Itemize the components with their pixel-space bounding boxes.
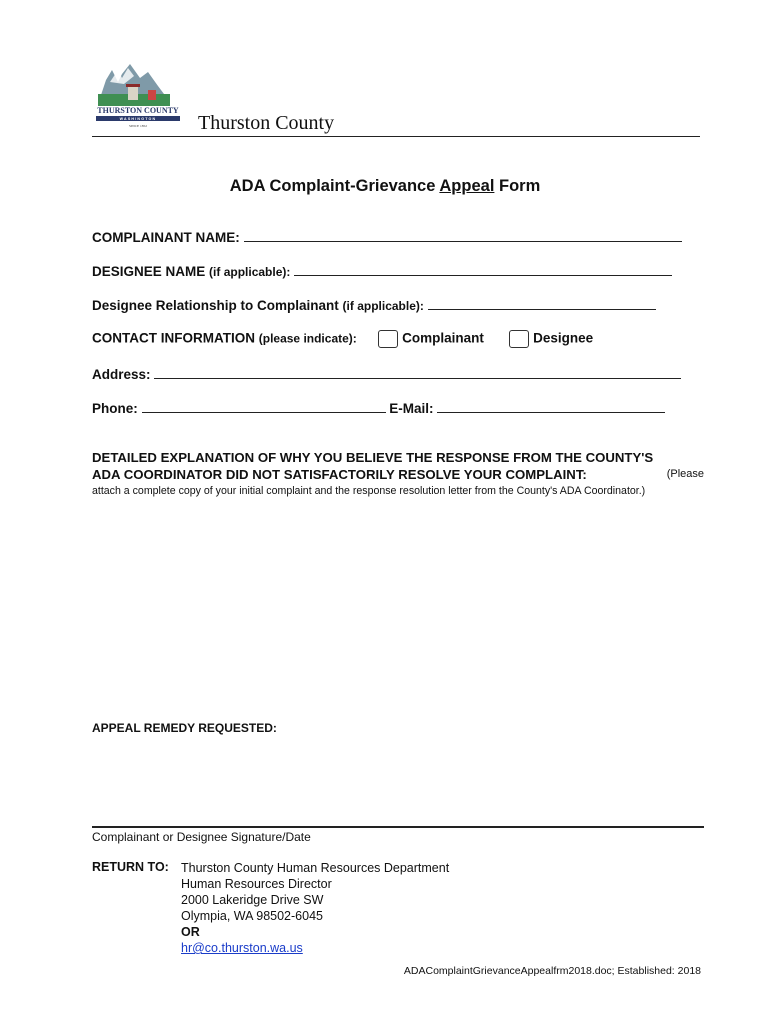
designee-option-label: Designee <box>533 330 594 346</box>
complainant-name-label: COMPLAINANT NAME: <box>92 230 240 245</box>
designee-name-note: (if applicable): <box>209 265 291 279</box>
explanation-note-start: (Please <box>666 468 704 480</box>
complainant-name-row <box>92 228 682 245</box>
explanation-note: attach a complete copy of your initial complaint and the response resolution letter from the County's ADA Coordinator.) <box>92 485 646 497</box>
address-field[interactable] <box>154 365 681 379</box>
return-line-1: Thurston County Human Resources Department <box>181 861 450 875</box>
logo-since: SINCE 1852 <box>129 124 147 128</box>
return-line-3: 2000 Lakeridge Drive SW <box>181 893 324 907</box>
header-divider <box>92 136 700 137</box>
form-title <box>0 177 770 196</box>
return-or: OR <box>181 925 200 939</box>
return-address <box>181 860 449 956</box>
explanation-heading <box>92 449 704 483</box>
signature-line[interactable] <box>92 826 704 828</box>
explanation-heading-line1: DETAILED EXPLANATION OF WHY YOU BELIEVE THE RESPONSE FROM THE COUNTY'S <box>92 450 654 465</box>
address-label: Address: <box>92 367 151 382</box>
phone-label: Phone: <box>92 401 138 416</box>
phone-field[interactable] <box>142 399 386 413</box>
designee-name-field[interactable] <box>294 262 672 276</box>
address-row <box>92 365 681 382</box>
email-field[interactable] <box>437 399 665 413</box>
logo-state: WASHINGTON <box>119 117 157 121</box>
return-line-4: Olympia, WA 98502-6045 <box>181 909 323 923</box>
complainant-option-label: Complainant <box>402 330 484 346</box>
return-to-label: RETURN TO: <box>92 860 169 874</box>
hr-email-link[interactable]: hr@co.thurston.wa.us <box>181 941 303 955</box>
complainant-checkbox[interactable] <box>378 330 398 348</box>
form-title-underlined: Appeal <box>439 177 495 195</box>
form-title-prefix: ADA Complaint-Grievance <box>229 177 440 195</box>
phone-email-row <box>92 399 665 416</box>
contact-information-note: (please indicate): <box>258 331 357 346</box>
designee-relationship-row <box>92 296 656 313</box>
signature-label: Complainant or Designee Signature/Date <box>92 830 311 844</box>
county-title: Thurston County <box>198 112 335 134</box>
footer-document-info: ADAComplaintGrievanceAppealfrm2018.doc; Established: 2018 <box>403 965 701 977</box>
explanation-heading-line2: ADA COORDINATOR DID NOT SATISFACTORILY RESOLVE YOUR COMPLAINT: <box>92 467 587 482</box>
explanation-heading-line2-row <box>92 466 704 483</box>
logo-name: THURSTON COUNTY <box>97 106 179 115</box>
remedy-area[interactable] <box>92 740 704 820</box>
contact-information-label: CONTACT INFORMATION <box>92 330 255 346</box>
explanation-area[interactable] <box>92 505 704 710</box>
contact-information-row <box>92 330 593 348</box>
complainant-name-field[interactable] <box>244 228 682 242</box>
designee-relationship-field[interactable] <box>428 296 656 310</box>
county-logo <box>92 60 188 132</box>
designee-checkbox[interactable] <box>509 330 529 348</box>
designee-name-label: DESIGNEE NAME <box>92 264 206 279</box>
designee-name-row <box>92 262 672 279</box>
designee-relationship-note: (if applicable): <box>342 299 424 313</box>
return-line-2: Human Resources Director <box>181 877 332 891</box>
email-label: E-Mail: <box>389 401 434 416</box>
designee-relationship-label: Designee Relationship to Complainant <box>92 298 339 313</box>
form-title-suffix: Form <box>494 177 541 195</box>
appeal-remedy-label: APPEAL REMEDY REQUESTED: <box>92 721 277 735</box>
